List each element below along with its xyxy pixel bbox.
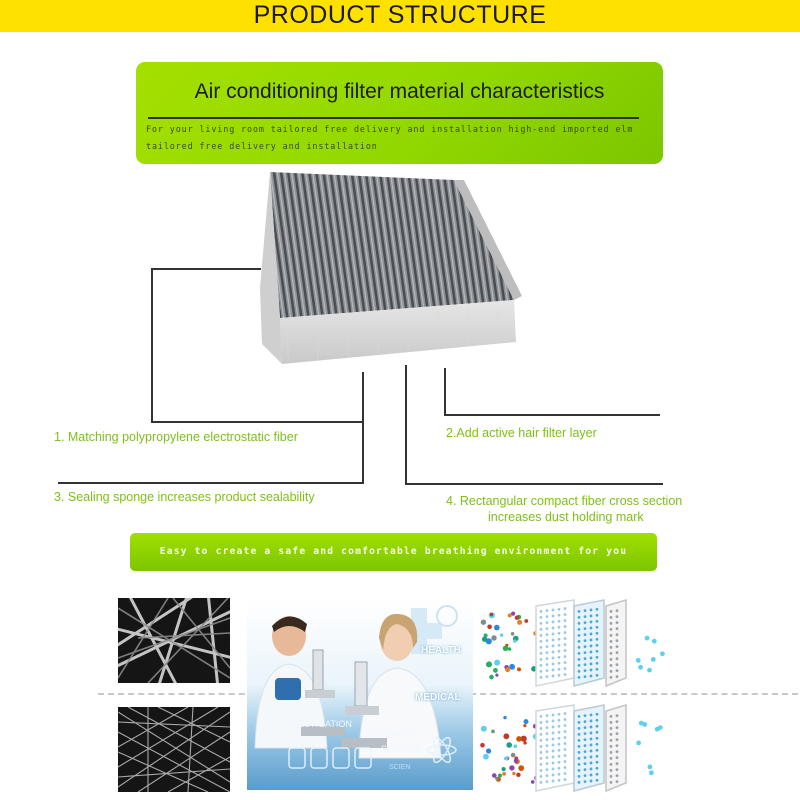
particle-unfiltered	[524, 619, 528, 623]
particle-filtered	[660, 651, 665, 656]
filter-layer-panel	[606, 600, 626, 686]
particle-unfiltered	[481, 726, 487, 732]
particle-unfiltered	[505, 667, 510, 672]
particle-unfiltered	[482, 637, 487, 642]
particle-unfiltered	[514, 744, 518, 748]
filter-layer-panel	[574, 600, 604, 686]
microscope-fiber-image-fine	[118, 707, 230, 792]
particle-unfiltered	[508, 613, 512, 617]
particle-unfiltered	[503, 646, 508, 651]
particle-filtered	[645, 636, 650, 641]
header-bar	[0, 0, 800, 32]
particle-unfiltered	[506, 742, 512, 748]
panel-heading: Air conditioning filter material characteristics	[194, 80, 605, 103]
particle-unfiltered	[516, 773, 520, 777]
particle-unfiltered	[524, 719, 529, 724]
particle-unfiltered	[493, 668, 498, 673]
particle-unfiltered	[514, 759, 519, 764]
particle-unfiltered	[515, 616, 519, 620]
particle-unfiltered	[498, 774, 502, 778]
callout-line-4-vertical	[405, 365, 407, 485]
particle-filtered	[636, 658, 641, 663]
callout-line-3-bottom	[58, 482, 364, 484]
particle-unfiltered	[489, 675, 494, 680]
feature-3-label: 3. Sealing sponge increases product sealability	[54, 490, 315, 504]
filter-layer-panel	[574, 705, 604, 791]
callout-line-3-vertical	[362, 372, 364, 484]
feature-4-label-line-2: increases dust holding mark	[488, 510, 644, 524]
particle-unfiltered	[512, 772, 515, 775]
lab-label-research: RESEARCH	[365, 729, 416, 739]
particle-unfiltered	[481, 620, 486, 625]
particle-unfiltered	[516, 736, 522, 742]
particle-unfiltered	[517, 667, 521, 671]
particle-unfiltered	[513, 639, 516, 642]
particle-unfiltered	[509, 664, 515, 670]
cabin-filter-image	[258, 168, 524, 364]
filtration-diagram-top	[478, 598, 678, 688]
particle-unfiltered	[518, 765, 524, 771]
particle-unfiltered	[483, 754, 489, 760]
particle-unfiltered	[523, 724, 526, 727]
particle-unfiltered	[503, 716, 506, 719]
particle-unfiltered	[486, 661, 492, 667]
feature-1-label: 1. Matching polypropylene electrostatic fiber	[54, 430, 298, 444]
particle-filtered	[642, 722, 647, 727]
particle-unfiltered	[494, 625, 500, 631]
microscope-fiber-image-coarse	[118, 598, 230, 683]
page-title: PRODUCT STRUCTURE	[253, 1, 547, 29]
particle-unfiltered	[484, 634, 488, 638]
particle-unfiltered	[504, 757, 508, 761]
feature-2-label: 2.Add active hair filter layer	[446, 426, 597, 440]
particle-filtered	[655, 727, 660, 732]
particle-unfiltered	[491, 635, 496, 640]
particle-unfiltered	[487, 625, 492, 630]
particle-unfiltered	[508, 647, 512, 651]
particle-unfiltered	[495, 777, 498, 780]
callout-line-4-bottom	[405, 483, 663, 485]
lab-label-investigation: INVESTIGATION	[283, 719, 352, 729]
panel-divider-line	[148, 117, 639, 119]
particle-unfiltered	[486, 748, 491, 753]
particle-unfiltered	[503, 733, 509, 739]
panel-subtext-line-1: For your living room tailored free delivery and installation high-end imported elm	[146, 124, 634, 134]
callout-line-1-top	[151, 268, 261, 270]
particle-filtered	[636, 741, 641, 746]
particle-filtered	[638, 665, 643, 670]
slogan-text: Easy to create a safe and comfortable breathing environment for you	[159, 546, 628, 557]
particle-unfiltered	[523, 741, 526, 744]
particle-unfiltered	[531, 780, 535, 784]
lab-label-medical: MEDICAL	[415, 692, 461, 703]
particle-unfiltered	[511, 632, 515, 636]
filter-layer-panel	[536, 705, 574, 791]
panel-subtext-line-2: tailored free delivery and installation	[146, 141, 378, 151]
particle-filtered	[652, 639, 657, 644]
particle-unfiltered	[494, 660, 500, 666]
filter-layer-panel	[606, 705, 626, 791]
lab-label-science: SCIENCE	[381, 744, 422, 754]
filtration-diagram-bottom	[478, 703, 678, 793]
particle-unfiltered	[509, 765, 514, 770]
lab-label-health: HEALTH	[421, 645, 461, 656]
particle-unfiltered	[511, 753, 516, 758]
particle-unfiltered	[517, 620, 522, 625]
particle-unfiltered	[490, 613, 493, 616]
particle-filtered	[647, 668, 652, 673]
filter-layer-panel	[536, 600, 574, 686]
particle-unfiltered	[500, 633, 503, 636]
particle-unfiltered	[495, 674, 498, 677]
particle-unfiltered	[502, 767, 506, 771]
callout-line-1-bottom	[151, 421, 364, 423]
particle-unfiltered	[502, 772, 506, 776]
callout-line-1-vertical	[151, 268, 153, 423]
particle-unfiltered	[480, 743, 485, 748]
callout-line-2-bottom	[444, 414, 660, 416]
slogan-bar	[130, 533, 657, 571]
material-characteristics-panel	[136, 62, 663, 164]
particle-filtered	[649, 770, 654, 775]
feature-4-label-line-1: 4. Rectangular compact fiber cross section	[446, 494, 683, 508]
particle-filtered	[651, 657, 656, 662]
callout-line-2-vertical	[444, 368, 446, 416]
lab-label-science-faint: SCIEN	[389, 764, 411, 771]
laboratory-collage	[247, 598, 473, 790]
particle-unfiltered	[491, 730, 495, 734]
particle-filtered	[648, 765, 653, 770]
